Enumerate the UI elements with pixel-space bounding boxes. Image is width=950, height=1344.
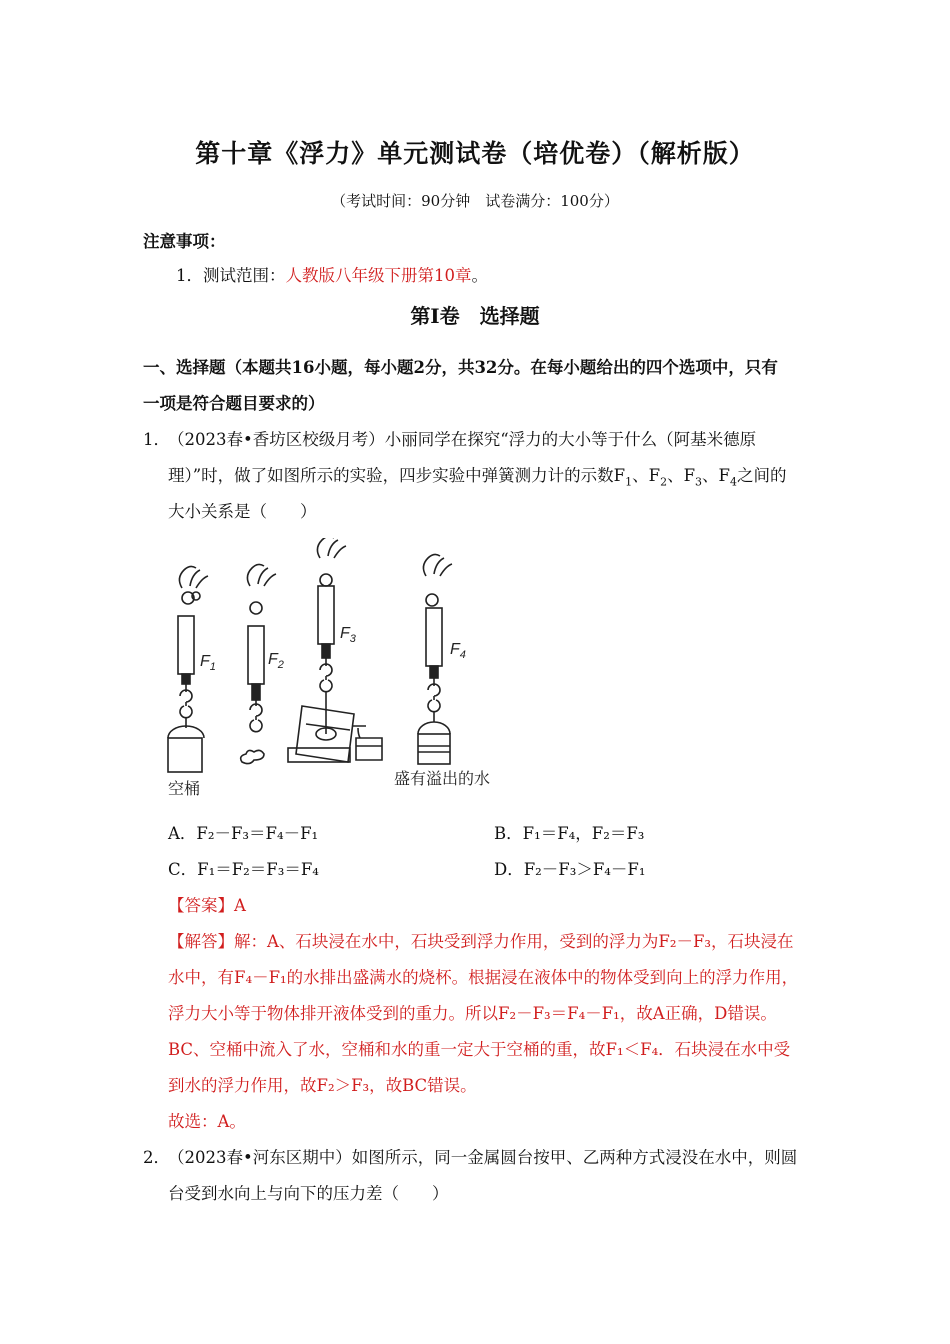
notes-heading: 注意事项： <box>143 232 226 251</box>
q1-analysis-line3: 浮力大小等于物体排开液体受到的重力。所以F₂－F₃＝F₄－F₁，故A正确，D错误。 <box>168 1004 777 1023</box>
page-title: 第十章《浮力》单元测试卷（培优卷）（解析版） <box>195 139 755 168</box>
q2-number: 2． <box>143 1148 170 1167</box>
notes-item-suffix: 。 <box>471 266 488 285</box>
notes-item-scope: 人教版八年级下册第10章 <box>285 266 472 285</box>
part-instructions-line1: 一、选择题（本题共16小题，每小题2分，共32分。在每小题给出的四个选项中，只有 <box>143 358 778 377</box>
q1-stem-line2-text: 理）”时，做了如图所示的实验，四步实验中弹簧测力计的示数F <box>168 466 626 485</box>
notes-item <box>176 262 488 286</box>
label-f1: $F_1$ <box>200 653 216 673</box>
q1-option-a[interactable]: A．F₂－F₃＝F₄－F₁ <box>168 824 319 843</box>
q1-analysis-line5: 到水的浮力作用，故F₂＞F₃，故BC错误。 <box>168 1076 477 1095</box>
q1-answer: 【答案】A <box>168 896 246 915</box>
q1-figure <box>160 538 500 800</box>
exam-info: （考试时间：90分钟 试卷满分：100分） <box>331 192 619 210</box>
q2-stem-line2: 台受到水向上与向下的压力差（ ） <box>168 1184 449 1203</box>
q1-number: 1． <box>143 430 170 449</box>
label-f3: $F_3$ <box>340 625 356 645</box>
q1-stem-line1: （2023春•香坊区校级月考）小丽同学在探究“浮力的大小等于什么（阿基米德原 <box>168 430 757 449</box>
q1-analysis-line2: 水中，有F₄－F₁的水排出盛满水的烧杯。根据浸在液体中的物体受到向上的浮力作用， <box>168 968 799 987</box>
q1-option-c[interactable]: C．F₁＝F₂＝F₃＝F₄ <box>168 860 319 879</box>
q1-option-d[interactable]: D．F₂－F₃＞F₄－F₁ <box>494 860 646 879</box>
spring-scale-4 <box>418 554 452 764</box>
section-title: 第Ⅰ卷 选择题 <box>410 304 540 328</box>
part-instructions-line2: 一项是符合题目要求的） <box>143 394 325 413</box>
q1-option-b[interactable]: B．F₁＝F₄，F₂＝F₃ <box>494 824 645 843</box>
caption-water-bucket: 盛有溢出的水 <box>394 771 491 788</box>
label-f4: $F_4$ <box>450 641 466 661</box>
spring-scale-3 <box>288 538 382 762</box>
q2-stem-line1: （2023春•河东区期中）如图所示，同一金属圆台按甲、乙两种方式浸没在水中，则圆 <box>168 1148 798 1167</box>
notes-item-prefix: 1．测试范围： <box>176 266 286 285</box>
q1-stem-line2-end: 之间的 <box>737 466 787 485</box>
q1-analysis-line4: BC、空桶中流入了水，空桶和水的重一定大于空桶的重，故F₁＜F₄．石块浸在水中受 <box>168 1040 791 1059</box>
q1-stem-line3: 大小关系是（ ） <box>168 502 317 521</box>
caption-empty-bucket: 空桶 <box>168 781 201 798</box>
label-f2: $F_2$ <box>268 651 284 671</box>
q1-stem-line2: 理）”时，做了如图所示的实验，四步实验中弹簧测力计的示数$F_1$、$F_2$、$F_3$、$F_4$之间的 <box>168 466 787 489</box>
q1-analysis-line1: 【解答】解：A、石块浸在水中，石块受到浮力作用，受到的浮力为F₂－F₃，石块浸在 <box>168 932 794 951</box>
q1-analysis-line6: 故选：A。 <box>168 1112 246 1131</box>
